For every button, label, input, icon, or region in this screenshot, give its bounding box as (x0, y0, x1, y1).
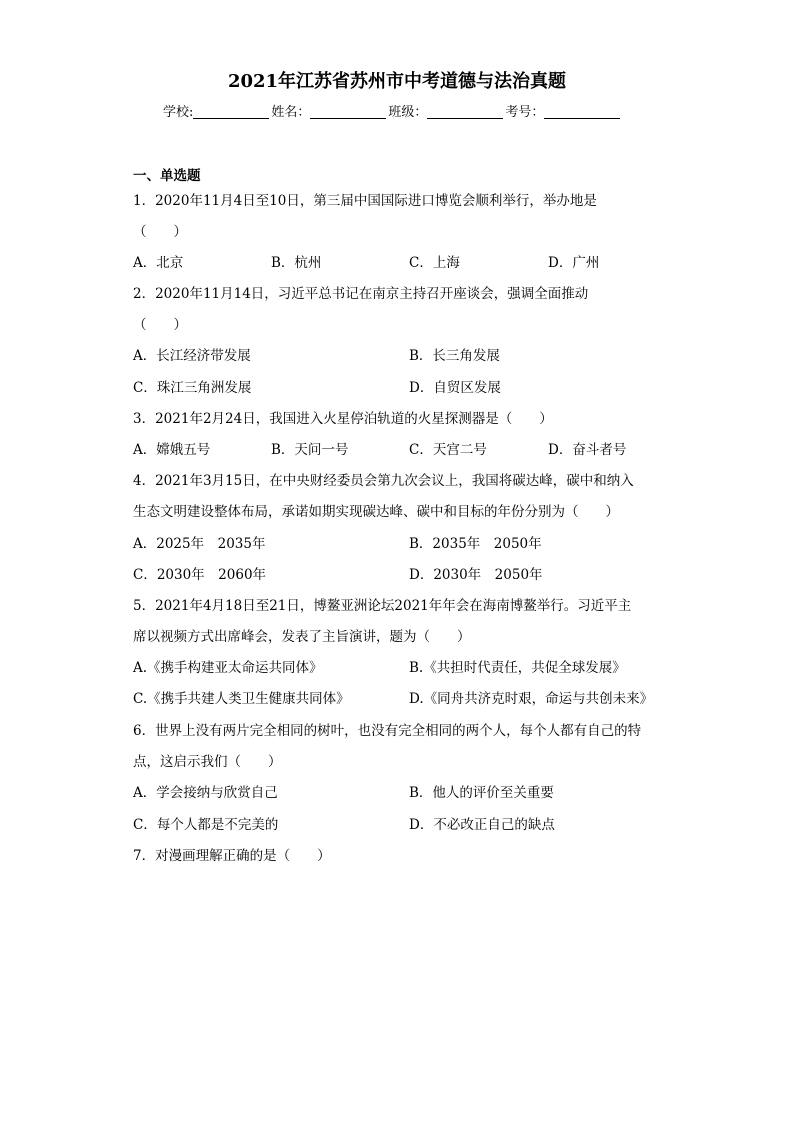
q3-option-d[interactable]: D．奋斗者号 (548, 442, 627, 458)
q3-option-a[interactable]: A．嫦娥五号 (133, 442, 211, 458)
class-label: 班级： (388, 105, 428, 120)
question-6-line-2: 点，这启示我们（ ） (133, 754, 282, 770)
question-1-line-2: （ ） (133, 224, 187, 240)
question-4-line-1: 4．2021年3月15日，在中央财经委员会第九次会议上，我国将碳达峰，碳中和纳入 (133, 473, 634, 489)
q1-option-b[interactable]: B．杭州 (271, 255, 322, 271)
q2-option-a[interactable]: A．长江经济带发展 (133, 348, 251, 364)
exam-number-blank[interactable] (544, 104, 620, 119)
student-info-row (163, 103, 622, 123)
question-2-line-1: 2．2020年11月14日，习近平总书记在南京主持召开座谈会，强调全面推动 (133, 286, 589, 302)
school-label: 学校: (163, 105, 194, 120)
q1-option-d[interactable]: D．广州 (548, 255, 600, 271)
q5-option-d[interactable]: D.《同舟共济克时艰，命运与共创未来》 (409, 691, 654, 707)
question-3-line-1: 3．2021年2月24日，我国进入火星停泊轨道的火星探测器是（ ） (133, 411, 553, 427)
section-heading: 一、单选题 (133, 168, 201, 184)
page-title: 2021年江苏省苏州市中考道德与法治真题 (227, 71, 567, 92)
exam-number-label: 考号： (505, 105, 545, 120)
q6-option-a[interactable]: A．学会接纳与欣赏自己 (133, 785, 278, 801)
question-4-line-2: 生态文明建设整体布局，承诺如期实现碳达峰、碳中和目标的年份分别为（ ） (133, 504, 619, 520)
q5-option-b[interactable]: B.《共担时代责任，共促全球发展》 (409, 660, 626, 676)
name-blank[interactable] (310, 104, 386, 119)
q5-option-a[interactable]: A.《携手构建亚太命运共同体》 (133, 660, 323, 676)
name-label: 姓名： (271, 105, 311, 120)
question-1-line-1: 1．2020年11月4日至10日，第三届中国国际进口博览会顺利举行，举办地是 (133, 193, 597, 209)
q2-option-c[interactable]: C．珠江三角洲发展 (133, 380, 252, 396)
q6-option-b[interactable]: B．他人的评价至关重要 (409, 785, 554, 801)
q4-option-c[interactable]: C．2030年 2060年 (133, 567, 267, 583)
question-7-line-1: 7．对漫画理解正确的是（ ） (133, 848, 331, 864)
q4-option-b[interactable]: B．2035年 2050年 (409, 536, 542, 552)
q3-option-c[interactable]: C．天宫二号 (409, 442, 487, 458)
q6-option-c[interactable]: C．每个人都是不完美的 (133, 817, 279, 833)
q3-option-b[interactable]: B．天问一号 (271, 442, 349, 458)
question-2-line-2: （ ） (133, 317, 187, 333)
q2-option-b[interactable]: B．长三角发展 (409, 348, 500, 364)
q2-option-d[interactable]: D．自贸区发展 (409, 380, 501, 396)
question-6-line-1: 6．世界上没有两片完全相同的树叶，也没有完全相同的两个人，每个人都有自己的特 (133, 723, 642, 739)
question-5-line-2: 席以视频方式出席峰会，发表了主旨演讲，题为（ ） (133, 629, 471, 645)
q4-option-d[interactable]: D．2030年 2050年 (409, 567, 543, 583)
q5-option-c[interactable]: C.《携手共建人类卫生健康共同体》 (133, 691, 350, 707)
question-5-line-1: 5．2021年4月18日至21日，博鳌亚洲论坛2021年年会在海南博鳌举行。习近平主 (133, 598, 632, 614)
q4-option-a[interactable]: A．2025年 2035年 (133, 536, 266, 552)
school-blank[interactable] (193, 104, 269, 119)
q6-option-d[interactable]: D．不必改正自己的缺点 (409, 817, 555, 833)
q1-option-a[interactable]: A．北京 (133, 255, 184, 271)
q1-option-c[interactable]: C．上海 (409, 255, 460, 271)
class-blank[interactable] (427, 104, 503, 119)
